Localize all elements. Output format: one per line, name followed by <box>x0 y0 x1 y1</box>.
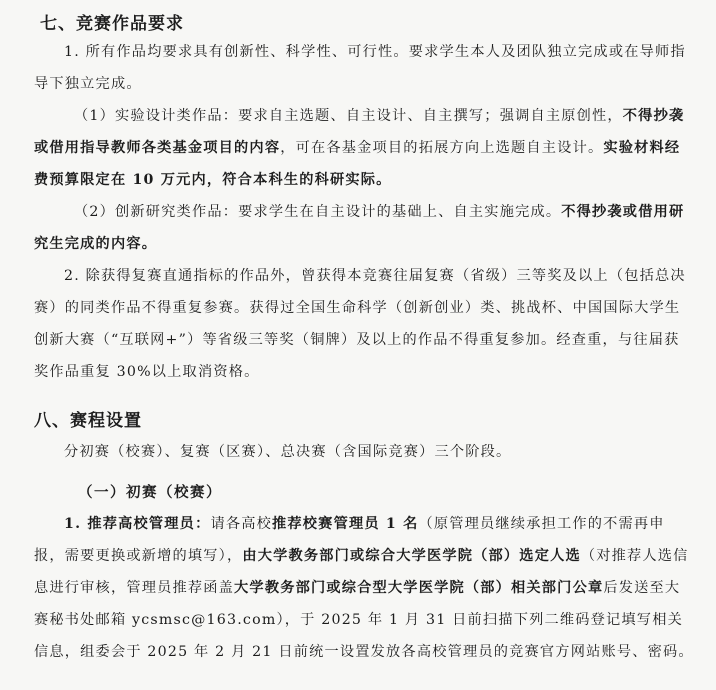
section-8-intro: 分初赛（校赛）、复赛（区赛）、总决赛（含国际竞赛）三个阶段。 <box>64 444 512 460</box>
section-7-paragraph-3 <box>34 196 694 260</box>
section-7-paragraph-2 <box>34 100 694 196</box>
p2-bold-d: 实验材料经费预算限定在 10 万元内，符合本科生的科研实际。 <box>34 140 681 188</box>
p1-bold-g: 大学教务部门或综合型大学医学院（部）相关部门公章 <box>234 580 604 596</box>
p1-text-h: 后发送至大赛秘书处邮箱 ycsmsc@163.com），于 2025 年 1 月 31 日前扫描下列二维码登记填写相关信息，组委会于 2025 年 2 月 21 日前统一设置发放各高校管理员的竞赛官方网站账号、密码。 <box>34 580 694 660</box>
p2-bold-b: 不得抄袭或借用指导教师各类基金项目的内容 <box>34 108 685 156</box>
p1-text-b: 请各高校 <box>210 516 273 532</box>
section-7-heading: 七、竞赛作品要求 <box>40 14 184 34</box>
p2-text-a: （1）实验设计类作品：要求自主选题、自主设计、自主撰写；强调自主原创性， <box>74 108 623 124</box>
p3-text-a: （2）创新研究类作品：要求学生在自主设计的基础上、自主实施完成。 <box>74 204 562 220</box>
p1-bold-c: 推荐校赛管理员 1 名 <box>272 516 419 532</box>
p3-bold-b: 不得抄袭或借用研究生完成的内容。 <box>34 204 685 252</box>
p2-text-c: ，可在各基金项目的拓展方向上选题自主设计。 <box>280 140 604 156</box>
p1-bold-a: 1. 推荐高校管理员： <box>64 516 211 532</box>
p1-text-d: （原管理员继续承担工作的不需再申报，需要更换或新增的填写）， <box>34 516 665 564</box>
section-7-paragraph-1: 1. 所有作品均要求具有创新性、科学性、可行性。要求学生本人及团队独立完成或在导师指导下独立完成。 <box>34 44 686 92</box>
preliminary-round-heading: （一）初赛（校赛） <box>78 484 222 501</box>
section-7-paragraph-4: 2. 除获得复赛直通指标的作品外，曾获得本竞赛往届复赛（省级）三等奖及以上（包括总决赛）的同类作品不得重复参赛。获得过全国生命科学（创新创业）类、挑战杯、中国国际大学生创新大赛（“互联网+”）等省级三等奖（铜牌）及以上的作品不得重复参加。经查重，与往届获奖作品重复 30%以上取消资格。 <box>34 268 686 380</box>
section-8-paragraph-1 <box>34 508 694 668</box>
section-8-heading: 八、赛程设置 <box>34 411 142 431</box>
p1-bold-e: 由大学教务部门或综合大学医学院（部）选定人选 <box>242 548 581 564</box>
p1-text-f: （对推荐人选信息进行审核，管理员推荐函盖 <box>34 548 689 596</box>
